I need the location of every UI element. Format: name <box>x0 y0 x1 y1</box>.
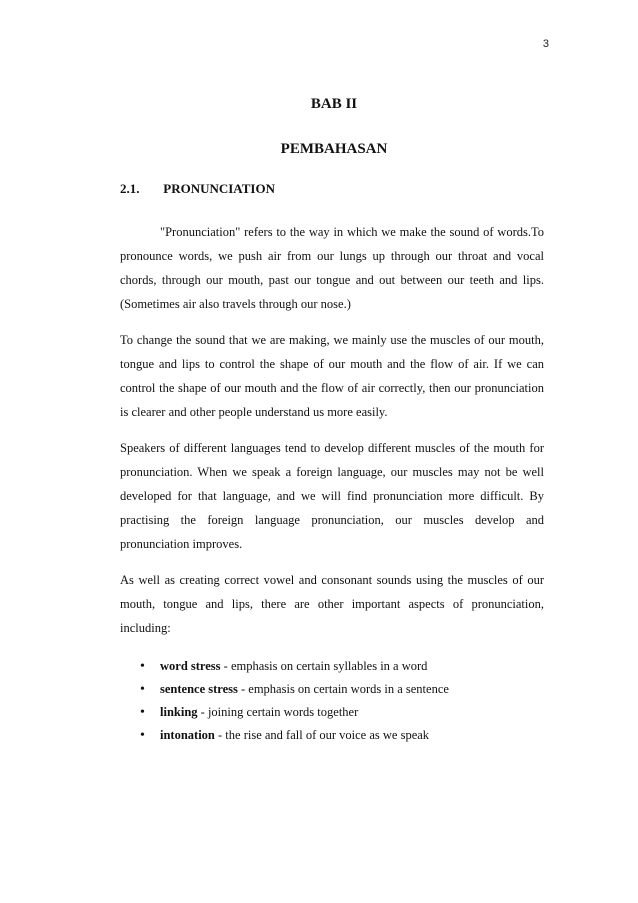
chapter-label: BAB II <box>310 96 358 112</box>
aspects-list <box>120 655 544 747</box>
list-item <box>140 678 544 701</box>
section-title: PRONUNCIATION <box>163 181 275 196</box>
aspect-definition: - the rise and fall of our voice as we speak <box>214 728 430 742</box>
list-item <box>140 701 544 724</box>
list-item <box>140 724 544 747</box>
paragraph-2: To change the sound that we are making, we mainly use the muscles of our mouth, tongue and lips to control the shape of our mouth and the flow of air. If we can control the shape of our mouth and the flow of air correctly, then our pronunciation is clearer and other people understand us more easily. <box>120 333 544 419</box>
aspect-definition: - joining certain words together <box>197 705 359 719</box>
section-heading <box>120 181 275 197</box>
paragraph-1: "Pronunciation" refers to the way in which we make the sound of words.To pronounce words, we push air from our lungs up through our throat and vocal chords, through our mouth, past our tongue and out between our teeth and lips. (Sometimes air also travels through our nose.) <box>120 225 544 311</box>
page-number: 3 <box>542 38 549 50</box>
section-number: 2.1. <box>120 181 140 196</box>
aspect-term: linking <box>160 705 198 719</box>
paragraph-4: As well as creating correct vowel and consonant sounds using the muscles of our mouth, tongue and lips, there are other important aspects of pronunciation, including: <box>120 573 544 635</box>
chapter-title: PEMBAHASAN <box>280 141 388 157</box>
aspect-term: word stress <box>160 659 221 673</box>
aspect-definition: - emphasis on certain syllables in a word <box>220 659 428 673</box>
aspect-term: sentence stress <box>160 682 238 696</box>
aspect-definition: - emphasis on certain words in a sentence <box>237 682 449 696</box>
aspect-term: intonation <box>160 728 215 742</box>
paragraph-3: Speakers of different languages tend to develop different muscles of the mouth for pronunciation. When we speak a foreign language, our muscles may not be well developed for that language, and we will find pronunciation more difficult. By practising the foreign language pronunciation, our muscles develop and pronunciation improves. <box>120 441 544 551</box>
list-item <box>140 655 544 678</box>
chapter-heading <box>0 96 638 158</box>
body-content <box>120 220 544 747</box>
